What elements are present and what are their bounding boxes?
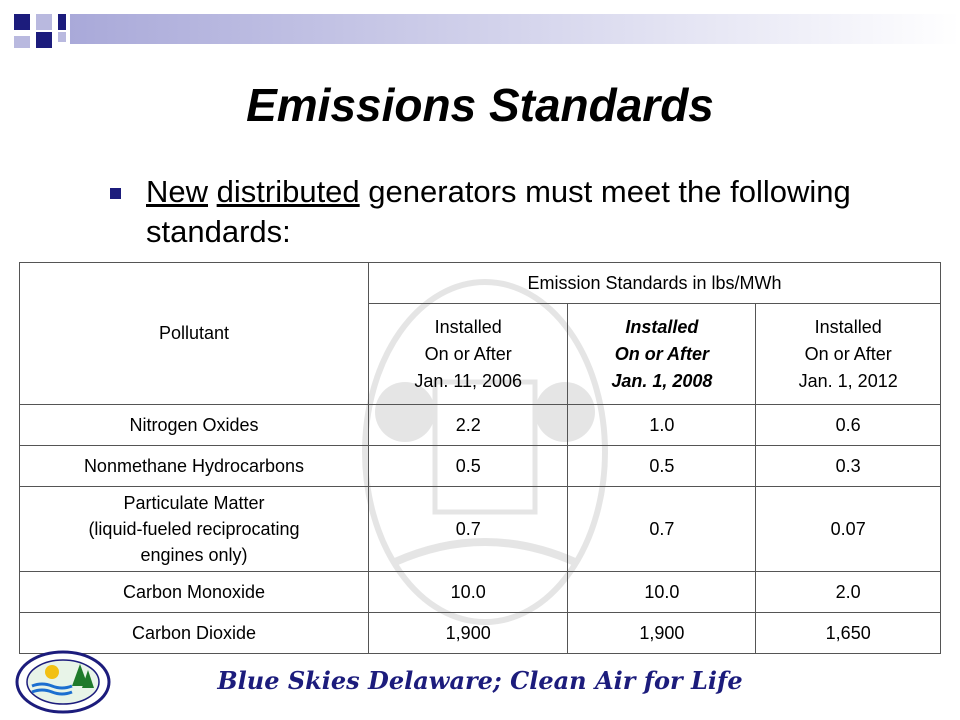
emission-standards-header: Emission Standards in lbs/MWh <box>369 263 941 304</box>
value-cell-2008: 1,900 <box>568 613 756 654</box>
table-row <box>20 613 941 654</box>
value-cell-2006: 2.2 <box>369 405 568 446</box>
pollutant-cell: Particulate Matter (liquid-fueled reciprocating engines only) <box>20 487 369 572</box>
value-cell-2008: 1.0 <box>568 405 756 446</box>
pollutant-cell: Carbon Monoxide <box>20 572 369 613</box>
value-cell-2008: 0.7 <box>568 487 756 572</box>
emissions-table <box>19 262 941 654</box>
bullet-text <box>146 172 910 252</box>
pollutant-cell: Nitrogen Oxides <box>20 405 369 446</box>
pollutant-cell: Carbon Dioxide <box>20 613 369 654</box>
table-row <box>20 405 941 446</box>
bullet-text-rest: generators must meet the following standards: <box>146 174 851 249</box>
table-row <box>20 572 941 613</box>
decor-square-6 <box>58 32 66 42</box>
bullet-word-new: New <box>146 174 209 209</box>
footer-tagline: Blue Skies Delaware; Clean Air for Life <box>217 666 743 695</box>
value-cell-2008: 10.0 <box>568 572 756 613</box>
value-cell-2012: 0.07 <box>756 487 941 572</box>
value-cell-2008: 0.5 <box>568 446 756 487</box>
decor-square-4 <box>14 36 30 48</box>
bullet-point <box>110 172 910 252</box>
column-header-2012: Installed On or After Jan. 1, 2012 <box>756 304 941 405</box>
header-gradient-bar <box>70 14 960 44</box>
slide-title: Emissions Standards <box>246 79 714 131</box>
value-cell-2012: 0.6 <box>756 405 941 446</box>
decor-square-3 <box>58 14 66 30</box>
value-cell-2012: 2.0 <box>756 572 941 613</box>
value-cell-2006: 10.0 <box>369 572 568 613</box>
column-header-2006: Installed On or After Jan. 11, 2006 <box>369 304 568 405</box>
table-row <box>20 446 941 487</box>
pollutant-cell: Nonmethane Hydrocarbons <box>20 446 369 487</box>
value-cell-2006: 1,900 <box>369 613 568 654</box>
value-cell-2012: 0.3 <box>756 446 941 487</box>
decor-square-1 <box>14 14 30 30</box>
column-header-2008: Installed On or After Jan. 1, 2008 <box>568 304 756 405</box>
value-cell-2012: 1,650 <box>756 613 941 654</box>
bullet-word-distributed: distributed <box>216 174 360 209</box>
bullet-icon <box>110 188 121 199</box>
table-row <box>20 487 941 572</box>
pollutant-header: Pollutant <box>20 263 369 405</box>
decor-square-2 <box>36 14 52 30</box>
value-cell-2006: 0.5 <box>369 446 568 487</box>
value-cell-2006: 0.7 <box>369 487 568 572</box>
decor-square-5 <box>36 32 52 48</box>
